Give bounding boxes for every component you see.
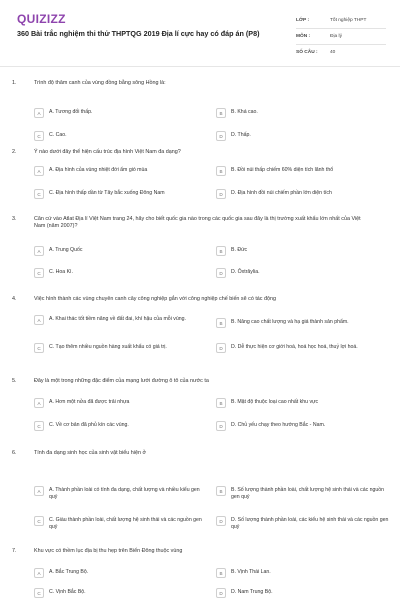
option-d[interactable] <box>216 343 392 353</box>
option-letter-box: D <box>216 131 226 141</box>
option-text: A. Trung Quốc <box>49 247 83 253</box>
worksheet-header <box>0 0 400 62</box>
question-4 <box>0 296 400 376</box>
option-c[interactable] <box>34 343 202 353</box>
option-text: B. Đồi núi thấp chiếm 60% diện tích lãnh thổ <box>231 167 334 173</box>
option-letter-box: C <box>34 131 44 141</box>
question-7 <box>0 548 400 600</box>
meta-value: Địa lý <box>330 34 342 39</box>
option-text: D. Thấp. <box>231 132 251 138</box>
option-letter-box: A <box>34 108 44 118</box>
option-a[interactable] <box>34 315 202 325</box>
option-text: A. Tương đối thấp. <box>49 109 93 115</box>
option-c[interactable] <box>34 189 214 199</box>
question-text: Ý nào dưới đây thể hiện cấu trúc địa hình Việt Nam đa dạng? <box>34 149 181 155</box>
question-1 <box>0 80 400 140</box>
option-d[interactable] <box>216 588 392 598</box>
option-text: D. Dễ thực hiện cơ giới hoá, hoá học hoá, thuỷ lợi hoá. <box>231 344 358 350</box>
option-letter-box: C <box>34 268 44 278</box>
option-text: C. Cao. <box>49 132 67 138</box>
question-6 <box>0 450 400 540</box>
meta-label: MÔN : <box>296 34 311 39</box>
question-number: 6. <box>12 450 17 456</box>
worksheet-meta <box>296 13 386 60</box>
option-text: B. Mật độ thuộc loại cao nhất khu vực <box>231 399 319 405</box>
question-number: 1. <box>12 80 17 86</box>
option-letter-box: A <box>34 246 44 256</box>
option-text: B. Số lượng thành phần loài, chất lượng hệ sinh thái và các nguồn gen quý <box>231 487 385 501</box>
option-text: D. Ôxtrâylia. <box>231 269 260 275</box>
question-5 <box>0 378 400 440</box>
option-letter-box: D <box>216 268 226 278</box>
option-text: C. Tạo thêm nhiều nguồn hàng xuất khẩu có giá trị. <box>49 344 167 350</box>
option-letter-box: A <box>34 398 44 408</box>
option-letter-box: B <box>216 318 226 328</box>
question-number: 3. <box>12 216 17 222</box>
option-b[interactable] <box>216 108 386 118</box>
option-letter-box: C <box>34 588 44 598</box>
question-3 <box>0 216 400 286</box>
question-text: Căn cứ vào Atlat Địa lí Việt Nam trang 24, hãy cho biết quốc gia nào trong các quốc gia sau đây là thị trường xuất khẩu lớn nhất của Việt Nam (năm 2007)? <box>34 216 361 230</box>
option-b[interactable] <box>216 318 392 328</box>
option-letter-box: B <box>216 246 226 256</box>
option-d[interactable] <box>216 268 386 278</box>
question-number: 5. <box>12 378 17 384</box>
meta-value: Tốt nghiệp THPT <box>330 18 367 23</box>
option-text: B. Vịnh Thái Lan. <box>231 569 271 575</box>
option-letter-box: D <box>216 421 226 431</box>
option-b[interactable] <box>216 166 392 176</box>
option-letter-box: C <box>34 343 44 353</box>
option-text: B. Đức <box>231 247 248 253</box>
option-a[interactable] <box>34 398 204 408</box>
option-b[interactable] <box>216 568 392 578</box>
meta-label: SỐ CÂU : <box>296 50 318 55</box>
worksheet-title: 360 Bài trắc nghiệm thi thử THPTQG 2019 Địa lí cực hay có đáp án (P8) <box>17 29 260 38</box>
option-letter-box: A <box>34 568 44 578</box>
option-text: D. Địa hình đồi núi chiếm phần lớn diện tích <box>231 190 332 196</box>
option-c[interactable] <box>34 421 204 431</box>
option-text: A. Địa hình của vùng nhiệt đới ẩm gió mùa <box>49 167 148 173</box>
option-text: A. Hơn một nửa đã được trải nhựa <box>49 399 130 405</box>
option-letter-box: C <box>34 189 44 199</box>
option-letter-box: C <box>34 421 44 431</box>
option-c[interactable] <box>34 588 204 598</box>
option-c[interactable] <box>34 131 184 141</box>
option-b[interactable] <box>216 486 392 501</box>
option-text: A. Bắc Trung Bộ. <box>49 569 89 575</box>
option-b[interactable] <box>216 246 386 256</box>
option-a[interactable] <box>34 166 204 176</box>
option-letter-box: D <box>216 189 226 199</box>
option-a[interactable] <box>34 486 206 501</box>
option-letter-box: A <box>34 315 44 325</box>
option-letter-box: C <box>34 516 44 526</box>
option-letter-box: B <box>216 486 226 496</box>
option-text: C. Địa hình thấp dần từ Tây bắc xuống Đông Nam <box>49 190 165 196</box>
option-d[interactable] <box>216 131 386 141</box>
option-a[interactable] <box>34 108 184 118</box>
question-number: 7. <box>12 548 17 554</box>
option-c[interactable] <box>34 516 206 531</box>
option-letter-box: A <box>34 486 44 496</box>
quizizz-logo: QUIZIZZ <box>17 12 66 26</box>
option-d[interactable] <box>216 516 392 531</box>
option-text: A. Khai thác tốt tiềm năng về đất đai, khí hậu của mỗi vùng. <box>49 316 186 322</box>
option-d[interactable] <box>216 189 392 199</box>
question-number: 4. <box>12 296 17 302</box>
meta-label: LỚP : <box>296 18 310 23</box>
option-letter-box: A <box>34 166 44 176</box>
question-text: Đây là một trong những đặc điểm của mạng lưới đường ô tô của nước ta <box>34 378 209 384</box>
question-text: Khu vực có thềm lục địa bị thu hẹp trên Biển Đông thuộc vùng <box>34 548 183 554</box>
header-divider <box>0 66 400 67</box>
option-a[interactable] <box>34 568 204 578</box>
option-text: C. Hoa Kì. <box>49 269 73 275</box>
option-text: D. Chủ yếu chạy theo hướng Bắc - Nam. <box>231 422 326 428</box>
option-text: C. Vịnh Bắc Bộ. <box>49 589 86 595</box>
option-b[interactable] <box>216 398 392 408</box>
option-c[interactable] <box>34 268 184 278</box>
question-text: Việc hình thành các vùng chuyên canh cây công nghiệp gắn với công nghiệp chế biến sẽ có tác động <box>34 296 276 302</box>
question-number: 2. <box>12 149 17 155</box>
option-letter-box: B <box>216 568 226 578</box>
meta-row-subject <box>296 29 386 45</box>
option-a[interactable] <box>34 246 184 256</box>
option-text: C. Giàu thành phần loài, chất lượng hệ sinh thái và các nguồn gen quý <box>49 517 202 531</box>
option-text: D. Nam Trung Bộ. <box>231 589 273 595</box>
option-letter-box: B <box>216 166 226 176</box>
option-letter-box: D <box>216 343 226 353</box>
option-d[interactable] <box>216 421 392 431</box>
meta-row-class <box>296 13 386 29</box>
option-text: C. Về cơ bản đã phủ kín các vùng. <box>49 422 129 428</box>
option-text: B. Nâng cao chất lượng và hạ giá thành sản phẩm. <box>231 319 349 325</box>
option-letter-box: D <box>216 588 226 598</box>
option-letter-box: B <box>216 398 226 408</box>
option-text: A. Thành phần loài có tính đa dạng, chất lượng và nhiều kiểu gen quý <box>49 487 200 501</box>
meta-value: 40 <box>330 50 336 55</box>
question-text: Tính đa dạng sinh học của sinh vật biểu hiện ở <box>34 450 147 456</box>
option-text: D. Số lượng thành phần loài, các kiểu hệ sinh thái và các nguồn gen quý <box>231 517 389 531</box>
meta-row-question-count <box>296 45 386 60</box>
question-2 <box>0 149 400 209</box>
question-text: Trình độ thâm canh của vùng đồng bằng sông Hồng là: <box>34 80 166 86</box>
option-letter-box: B <box>216 108 226 118</box>
option-letter-box: D <box>216 516 226 526</box>
option-text: B. Khá cao. <box>231 109 258 115</box>
